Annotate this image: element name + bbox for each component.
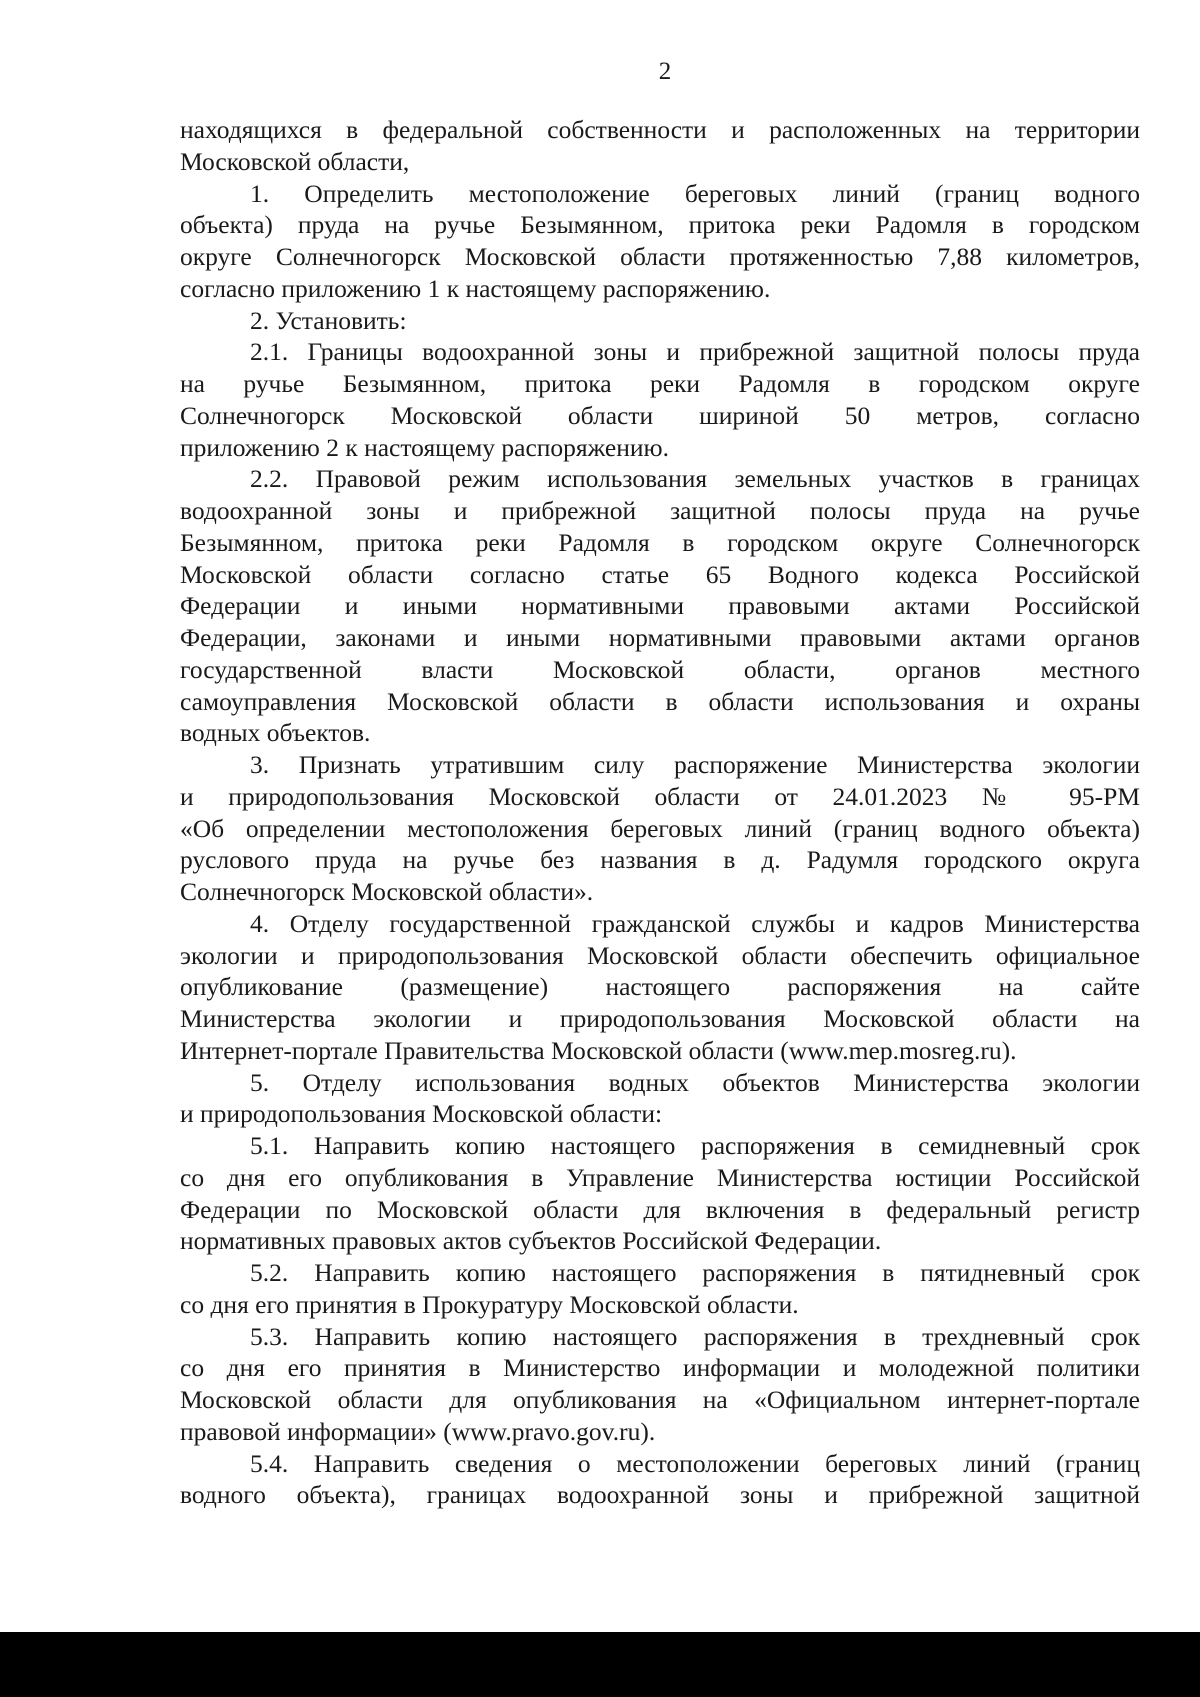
text-line: правовой информации» (www.pravo.gov.ru). — [180, 1416, 656, 1446]
paragraph — [180, 1448, 1140, 1512]
text-line: нормативных правовых актов субъектов Российской Федерации. — [180, 1226, 882, 1256]
text-line: 2.1. Границы водоохранной зоны и прибрежной защитной полосы пруда — [250, 337, 1140, 367]
text-line: Солнечногорск Московской области». — [180, 877, 594, 906]
text-line: Солнечногорск Московской области шириной 50 метров, согласно — [180, 400, 1140, 430]
text-line: 5.1. Направить копию настоящего распоряжения в семидневный срок — [250, 1131, 1140, 1160]
text-line: водоохранной зоны и прибрежной защитной полосы пруда на ручье — [180, 496, 1140, 525]
text-line: 4. Отделу государственной гражданской службы и кадров Министерства — [250, 908, 1140, 938]
paragraph — [180, 336, 1140, 463]
text-line: 1. Определить местоположение береговых линий (границ водного — [250, 178, 1140, 208]
text-line: 5. Отделу использования водных объектов Министерства экологии — [250, 1067, 1140, 1097]
paragraph — [180, 1321, 1140, 1448]
text-line: и природопользования Московской области: — [180, 1099, 663, 1129]
paragraph — [180, 1130, 1140, 1257]
text-line: 3. Признать утратившим силу распоряжение Министерства экологии — [250, 750, 1140, 779]
text-line: самоуправления Московской области в области использования и охраны — [180, 686, 1140, 716]
paragraph — [180, 1067, 1140, 1131]
text-line: водных объектов. — [180, 718, 371, 748]
text-line: и природопользования Московской области от 24.01.2023 № 95-РМ — [180, 781, 1140, 811]
text-line: 5.3. Направить копию настоящего распоряжения в трехдневный срок — [250, 1321, 1140, 1351]
paragraph — [180, 305, 1140, 337]
text-line: объекта) пруда на ручье Безымянном, притока реки Радомля в городском — [180, 210, 1140, 240]
scan-bottom-black-bar — [0, 1632, 1200, 1697]
text-line: Московской области согласно статье 65 Водного кодекса Российской — [180, 559, 1140, 589]
paragraph — [180, 908, 1140, 1067]
text-line: Безымянном, притока реки Радомля в городском округе Солнечногорск — [180, 527, 1140, 557]
page-number: 2 — [658, 58, 672, 85]
text-line: 2.2. Правовой режим использования земельных участков в границах — [250, 464, 1140, 494]
text-line: со дня его принятия в Прокуратуру Московской области. — [180, 1289, 799, 1319]
text-line: согласно приложению 1 к настоящему распоряжению. — [180, 273, 771, 303]
paragraph — [180, 463, 1140, 749]
text-line: Интернет-портале Правительства Московской области (www.mep.mosreg.ru). — [180, 1035, 1017, 1065]
text-line: Федерации, законами и иными нормативными правовыми актами органов — [180, 623, 1140, 652]
text-line: со дня его опубликования в Управление Министерства юстиции Российской — [180, 1162, 1140, 1192]
text-line: Московской области для опубликования на «Официальном интернет-портале — [180, 1385, 1140, 1414]
text-line: Министерства экологии и природопользования Московской области на — [180, 1004, 1140, 1033]
text-line: 5.4. Направить сведения о местоположении береговых линий (границ — [250, 1448, 1140, 1478]
text-line: руслового пруда на ручье без названия в д. Радумля городского округа — [180, 845, 1140, 875]
text-line: со дня его принятия в Министерство информации и молодежной политики — [180, 1353, 1140, 1383]
paragraph — [180, 114, 1140, 178]
text-line: экологии и природопользования Московской области обеспечить официальное — [180, 940, 1140, 970]
paragraph — [180, 749, 1140, 908]
text-line: водного объекта), границах водоохранной зоны и прибрежной защитной — [180, 1480, 1140, 1510]
text-line: на ручье Безымянном, притока реки Радомля в городском округе — [180, 369, 1140, 398]
text-line: 5.2. Направить копию настоящего распоряжения в пятидневный срок — [250, 1258, 1140, 1287]
paragraph — [180, 1257, 1140, 1321]
text-line: Федерации и иными нормативными правовыми актами Российской — [180, 591, 1140, 621]
text-line: округе Солнечногорск Московской области протяженностью 7,88 километров, — [180, 242, 1140, 271]
text-line: 2. Установить: — [250, 305, 407, 335]
text-line: «Об определении местоположения береговых линий (границ водного объекта) — [180, 813, 1140, 843]
text-line: опубликование (размещение) настоящего распоряжения на сайте — [180, 972, 1140, 1002]
text-line: находящихся в федеральной собственности и расположенных на территории — [180, 115, 1140, 144]
text-line: Федерации по Московской области для включения в федеральный регистр — [180, 1194, 1140, 1224]
text-line: Московской области, — [180, 146, 410, 176]
text-line: государственной власти Московской области, органов местного — [180, 654, 1140, 684]
paragraph — [180, 178, 1140, 305]
text-line: приложению 2 к настоящему распоряжению. — [180, 432, 669, 462]
document-body — [180, 114, 1140, 1511]
